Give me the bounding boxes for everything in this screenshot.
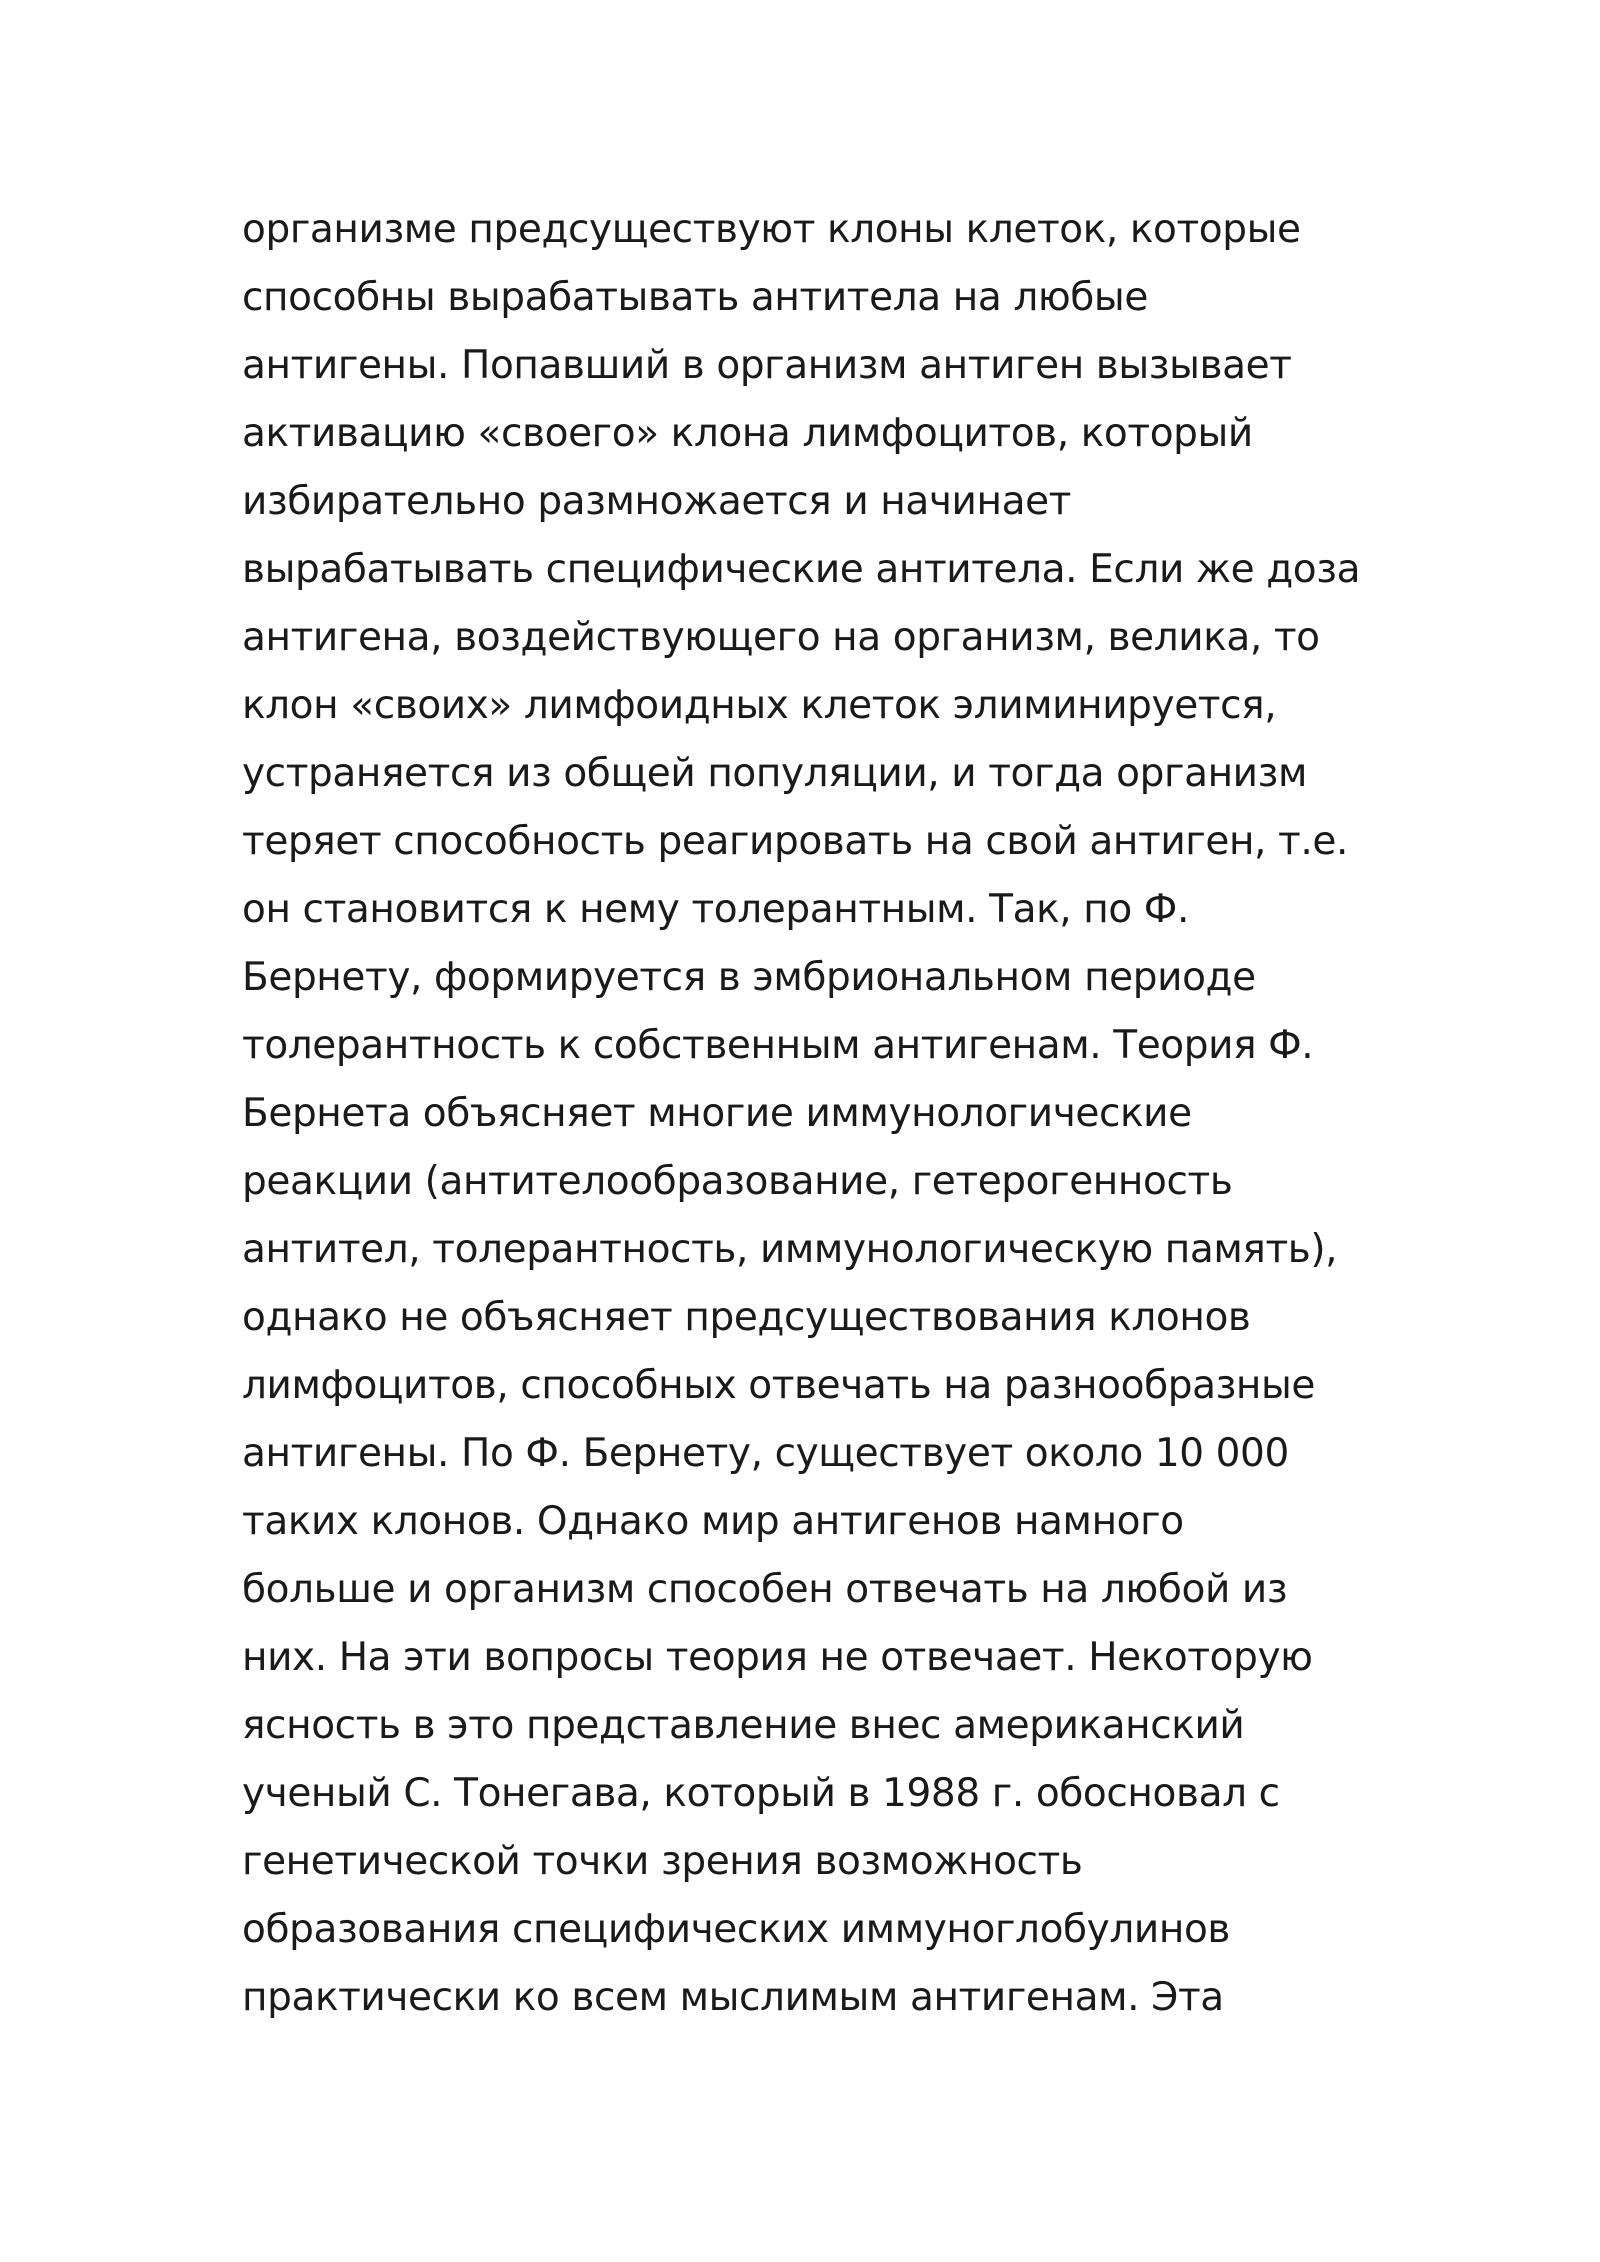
text-line: антител, толерантность, иммунологическую память), xyxy=(242,1227,1338,1272)
text-line: толерантность к собственным антигенам. Теория Ф. xyxy=(242,1023,1314,1068)
text-line: генетической точки зрения возможность xyxy=(242,1839,1083,1884)
text-line: реакции (антителообразование, гетерогенность xyxy=(242,1159,1233,1204)
text-line: способны вырабатывать антитела на любые xyxy=(242,275,1148,320)
body-text xyxy=(242,196,1392,2032)
text-line: ясность в это представление внес американский xyxy=(242,1703,1245,1748)
text-line: вырабатывать специфические антитела. Если же доза xyxy=(242,547,1361,592)
text-line: лимфоцитов, способных отвечать на разнообразные xyxy=(242,1363,1316,1408)
text-line: таких клонов. Однако мир антигенов намного xyxy=(242,1499,1184,1544)
text-line: устраняется из общей популяции, и тогда организм xyxy=(242,751,1307,796)
text-line: образования специфических иммуноглобулинов xyxy=(242,1907,1230,1952)
text-line: них. На эти вопросы теория не отвечает. Некоторую xyxy=(242,1635,1313,1680)
text-line: антигена, воздействующего на организм, велика, то xyxy=(242,615,1320,660)
text-line: ученый С. Тонегава, который в 1988 г. обосновал с xyxy=(242,1771,1280,1816)
text-line: антигены. По Ф. Бернету, существует около 10 000 xyxy=(242,1431,1289,1476)
text-line: Бернета объясняет многие иммунологические xyxy=(242,1091,1192,1136)
text-line: больше и организм способен отвечать на любой из xyxy=(242,1567,1288,1612)
text-line: клон «своих» лимфоидных клеток элиминируется, xyxy=(242,683,1277,728)
text-line: теряет способность реагировать на свой антиген, т.е. xyxy=(242,819,1348,864)
text-line: избирательно размножается и начинает xyxy=(242,479,1071,524)
text-line: антигены. Попавший в организм антиген вызывает xyxy=(242,343,1292,388)
text-line: однако не объясняет предсуществования клонов xyxy=(242,1295,1251,1340)
text-line: активацию «своего» клона лимфоцитов, который xyxy=(242,411,1253,456)
text-line: он становится к нему толерантным. Так, по Ф. xyxy=(242,887,1189,932)
text-line: Бернету, формируется в эмбриональном периоде xyxy=(242,955,1256,1000)
text-line: практически ко всем мыслимым антигенам. Эта xyxy=(242,1975,1224,2020)
text-line: организме предсуществуют клоны клеток, которые xyxy=(242,207,1301,252)
